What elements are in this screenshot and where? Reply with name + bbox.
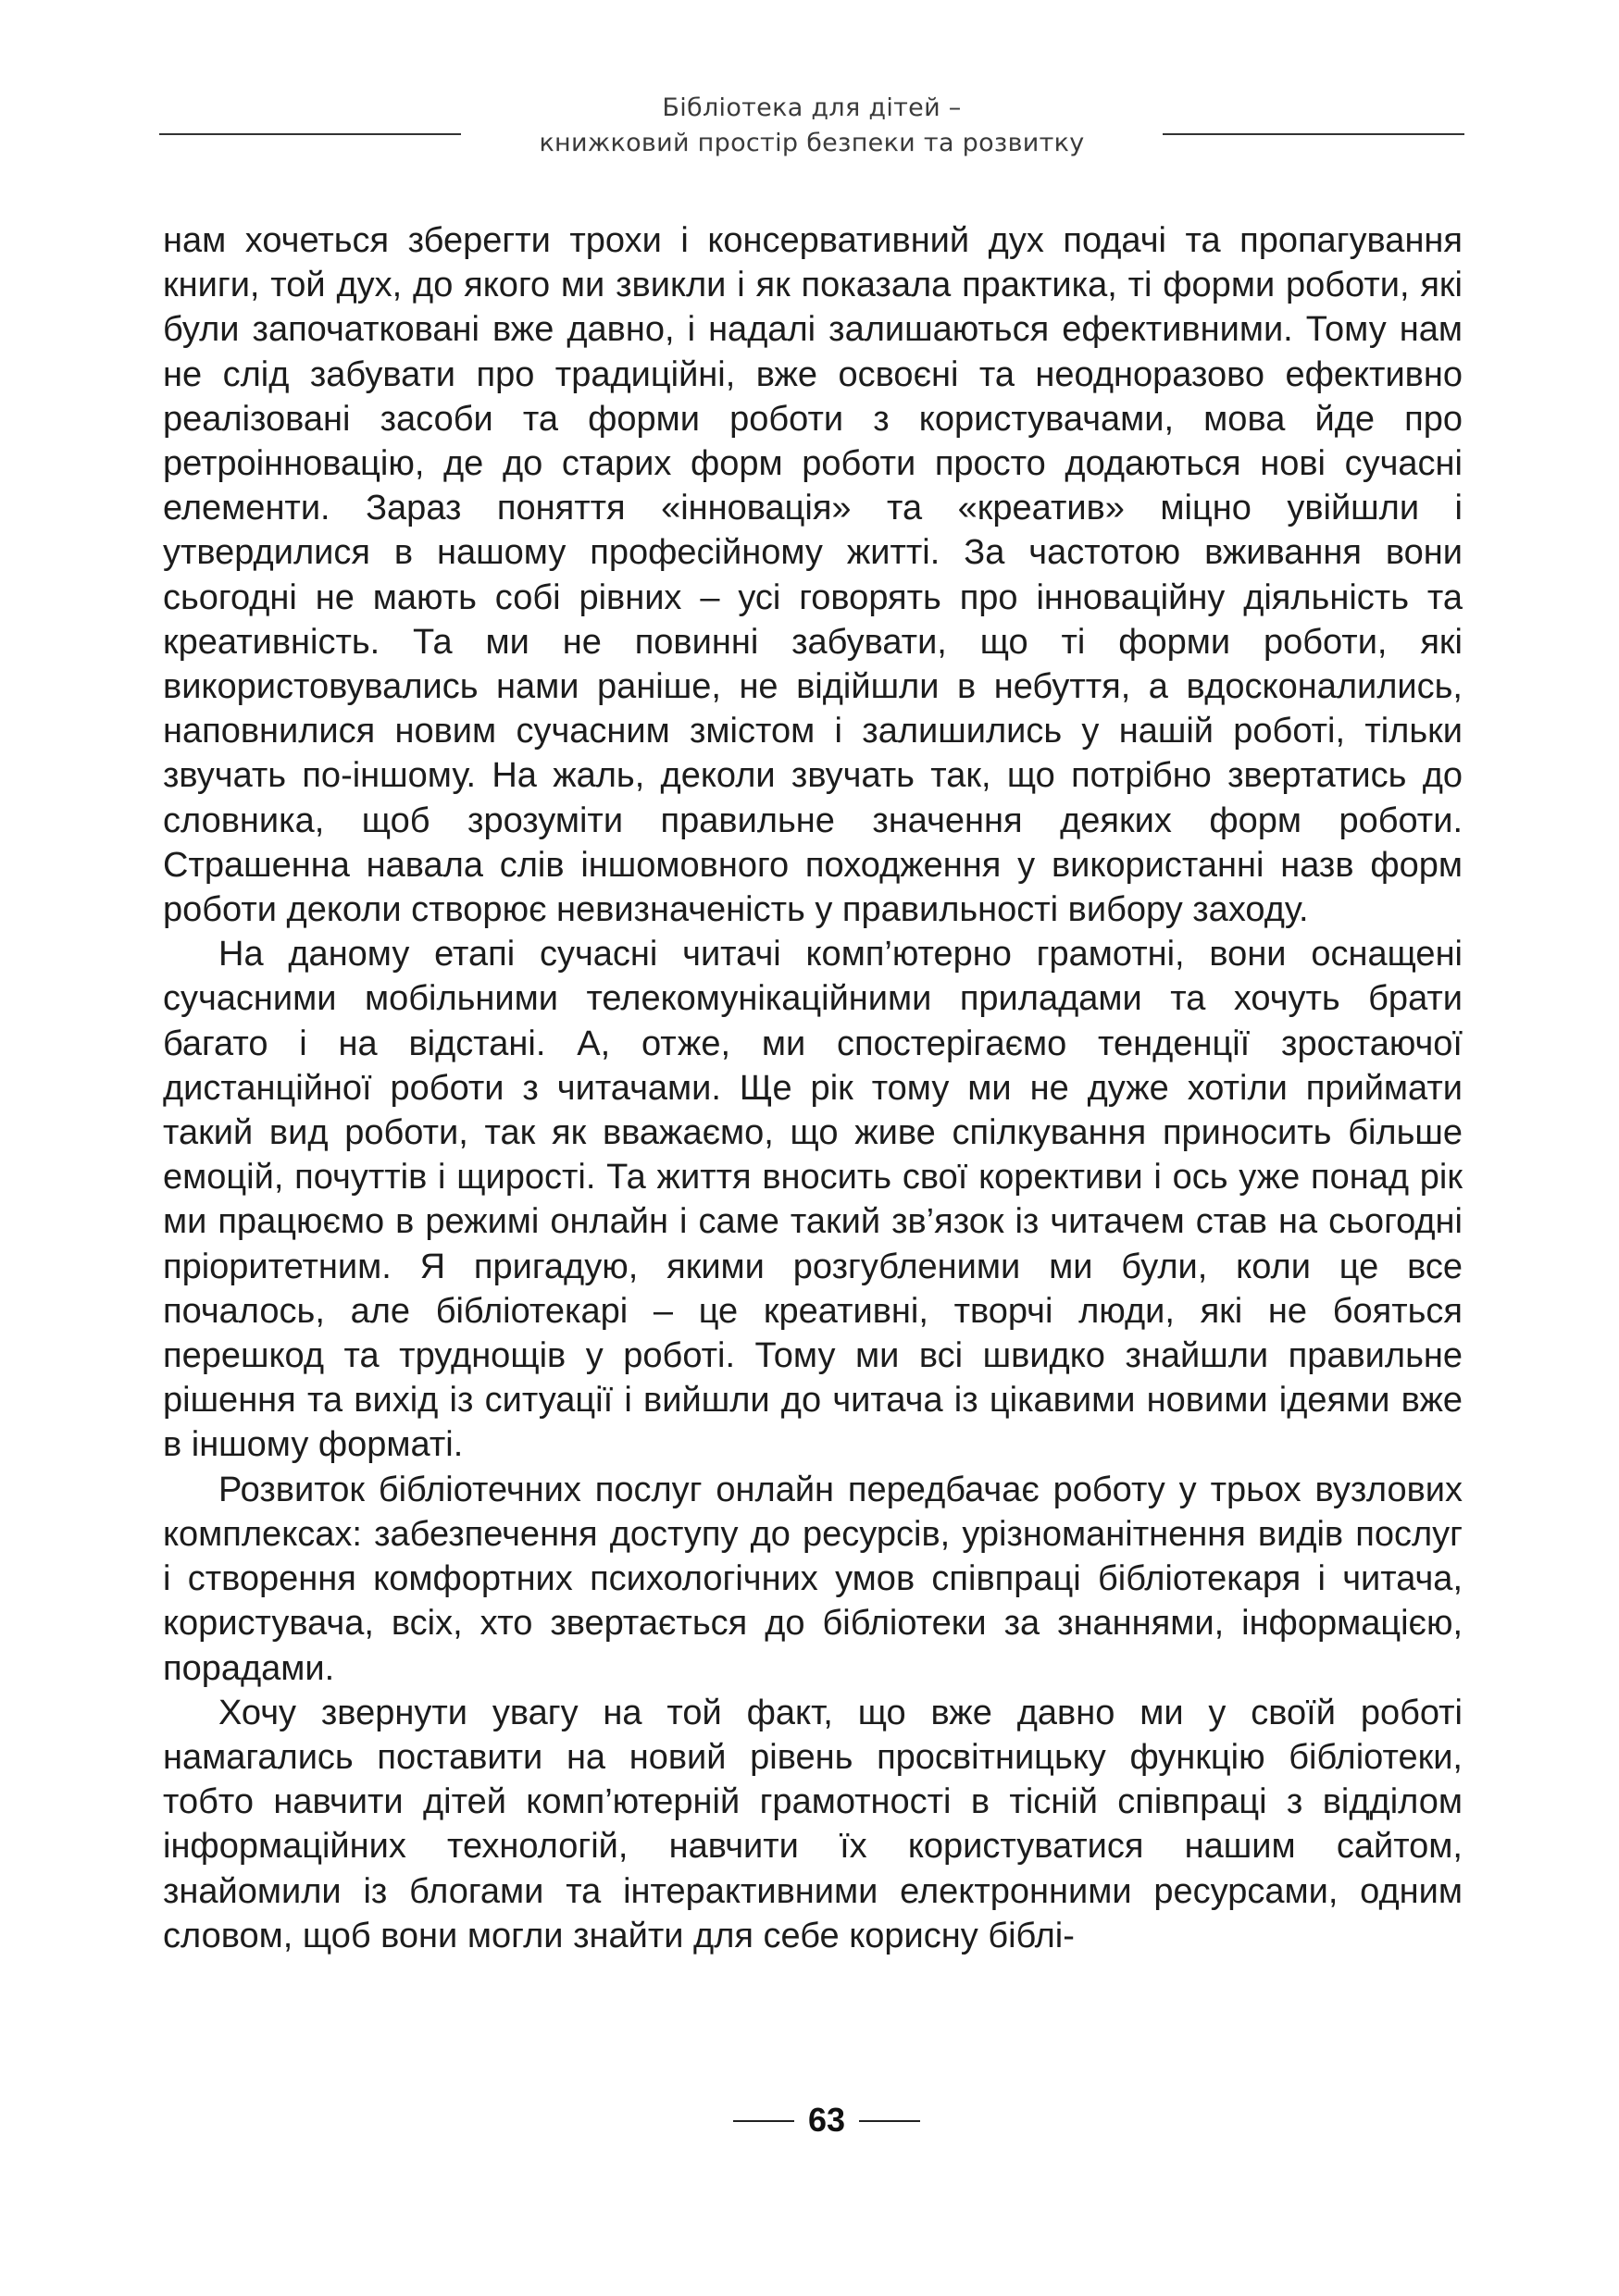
body-text bbox=[163, 218, 1463, 1958]
page-number: 63 bbox=[807, 2101, 846, 2139]
running-header bbox=[0, 91, 1619, 174]
header-title-line-1: Бібліотека для дітей – bbox=[662, 93, 962, 122]
paragraph-2: На даному етапі сучасні читачі комп’ютерно грамотні, вони оснащені сучасними мобільними телекомунікаційними приладами та хочуть брати багато і на відстані. А, отже, ми спостерігаємо тенденції зростаючої дистанційної роботи з читачами. Ще рік тому ми не дуже хотіли приймати такий вид роботи, так як вважаємо, що живе спілкування приносить більше емоцій, почуттів і щирості. Та життя вносить свої корективи і ось уже понад рік ми працюємо в режимі онлайн і саме такий зв’язок із читачем став на сьогодні пріоритетним. Я пригадую, якими розгубленими ми були, коли це все почалось, але бібліотекарі – це креативні, творчі люди, які не бояться перешкод та труднощів у роботі. Тому ми всі швидко знайшли правильне рішення та вихід із ситуації і вийшли до читача із цікавими новими ідеями вже в іншому форматі. bbox=[163, 935, 1463, 1465]
header-rule-left bbox=[159, 133, 461, 135]
paragraph-1: нам хочеться зберегти трохи і консервативний дух подачі та пропагування книги, той дух, до якого ми звикли і як показала практика, ті форми роботи, які були започатковані вже давно, і надалі залишаються ефективними. Тому нам не слід забувати про традиційні, вже освоєні та неодноразово ефективно реалізовані засоби та форми роботи з користувачами, мова йде про ретроінновацію, де до старих форм роботи просто додаються нові сучасні елементи. Зараз поняття «інновація» та «креатив» міцно увійшли і утвердилися в нашому професійному житті. За частотою вживання вони сьогодні не мають собі рівних – усі говорять про інноваційну діяльність та креативність. Та ми не повинні забувати, що ті форми роботи, які використовувались нами раніше, не відійшли в небуття, а вдосконалились, наповнилися новим сучасним змістом і залишились у нашій роботі, тільки звучать по-іншому. На жаль, деколи звучать так, що потрібно звертатись до словника, щоб зрозуміти правильне значення деяких форм роботи. Страшенна навала слів іншомовного походження у використанні назв форм роботи деколи створює невизначеність у правильності вибору заходу. bbox=[163, 221, 1463, 930]
header-rule-right bbox=[1163, 133, 1464, 135]
paragraph-3: Розвиток бібліотечних послуг онлайн передбачає роботу у трьох вузлових комплексах: забезпечення доступу до ресурсів, урізноманітнення видів послуг і створення комфортних психологічних умов співпраці бібліотекаря і читача, користувача, всіх, хто звертається до бібліотеки за знаннями, інформацією, порадами. bbox=[163, 1470, 1463, 1688]
footer-rule-left bbox=[733, 2120, 794, 2122]
paragraph-4: Хочу звернути увагу на той факт, що вже давно ми у своїй роботі намагались поставити на новий рівень просвітницьку функцію бібліотеки, тобто навчити дітей комп’ютерній грамотності в тісній співпраці з відділом інформаційних технологій, навчити їх користуватися нашим сайтом, знайомили із блогами та інтерактивними електронними ресурсами, одним словом, щоб вони могли знайти для себе корисну біблі- bbox=[163, 1693, 1463, 1955]
running-header-title bbox=[461, 91, 1163, 161]
header-title-line-2: книжковий простір безпеки та розвитку bbox=[539, 129, 1085, 157]
page-footer bbox=[0, 2098, 1619, 2144]
footer-rule-right bbox=[859, 2120, 920, 2122]
